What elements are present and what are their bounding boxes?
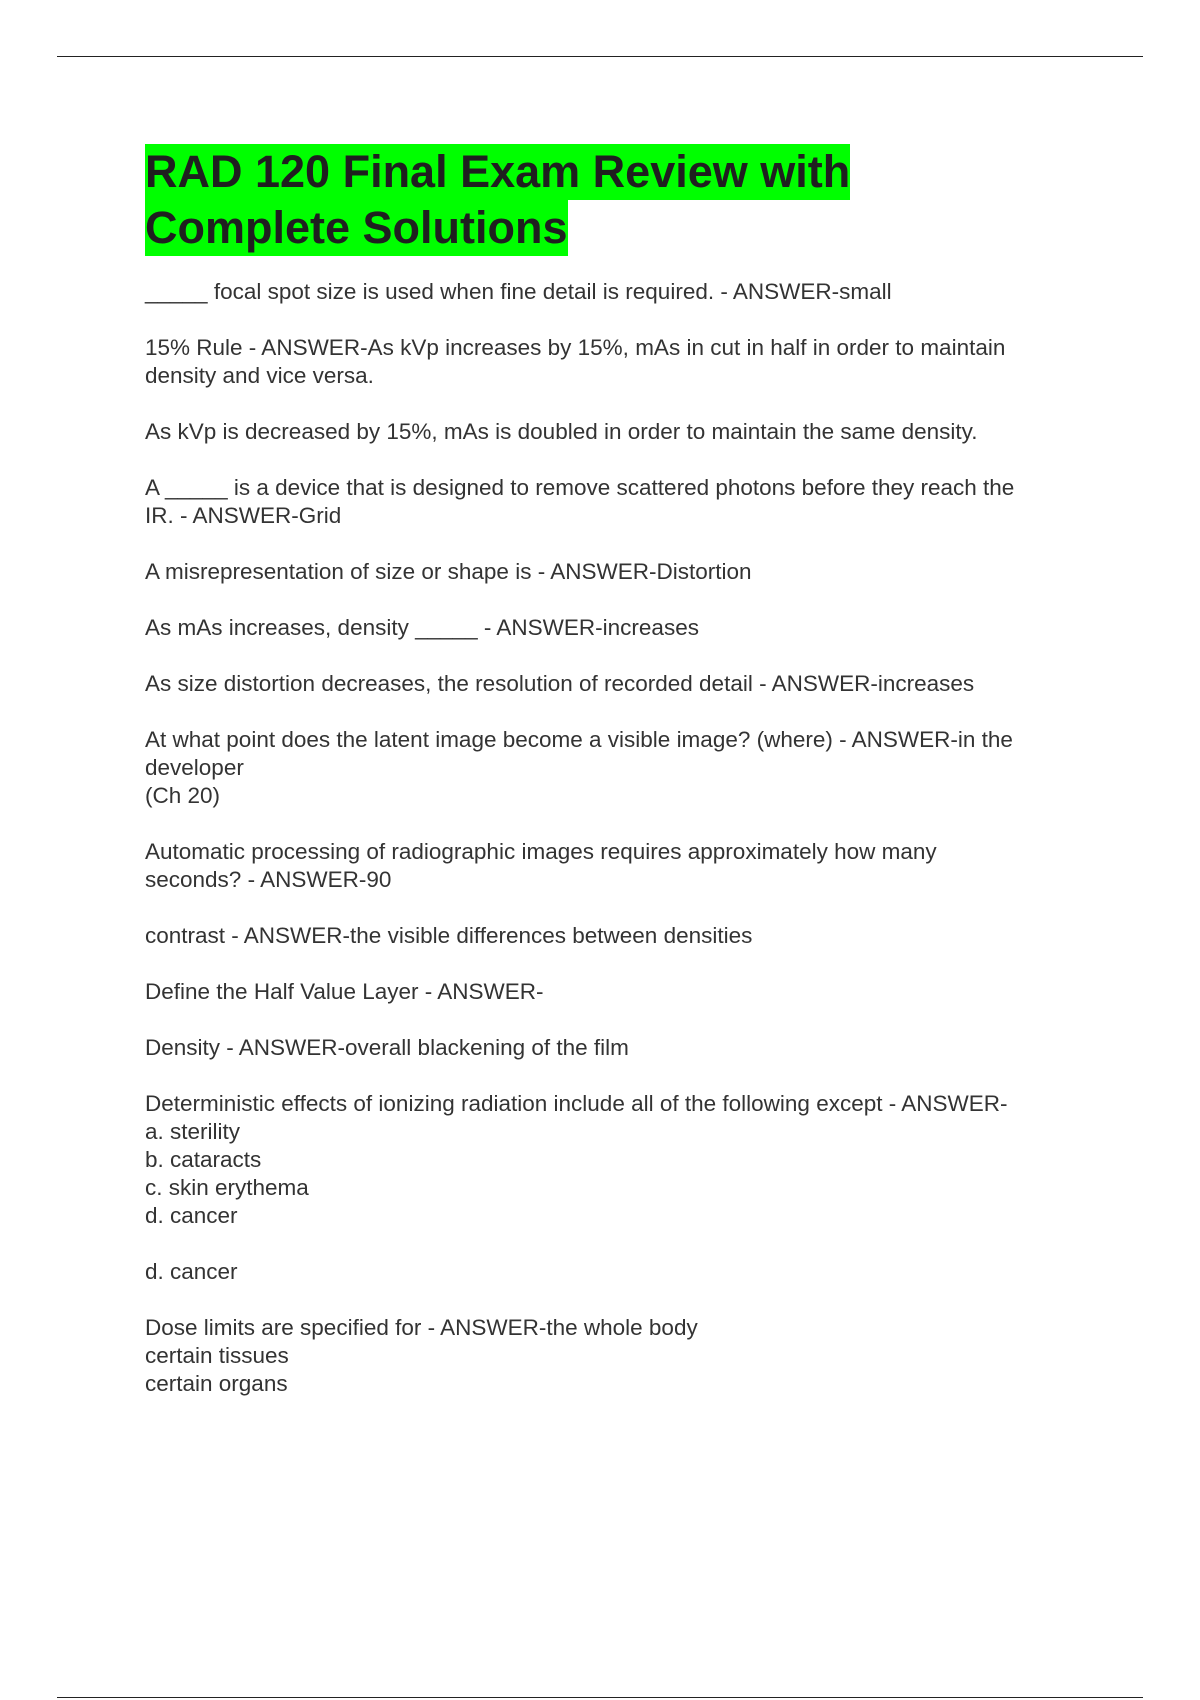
qa-entry [145, 474, 1085, 530]
qa-entry-line: b. cataracts [145, 1147, 262, 1172]
document-title [145, 144, 1085, 256]
document-page [145, 144, 1085, 1426]
bottom-rule [57, 1697, 1143, 1698]
qa-entry [145, 558, 1085, 586]
qa-entry [145, 1034, 1085, 1062]
qa-entry-line: As mAs increases, density _____ - ANSWER-increases [145, 615, 699, 640]
qa-entry-line: density and vice versa. [145, 363, 374, 388]
qa-entry [145, 1258, 1085, 1286]
qa-entry-line: As size distortion decreases, the resolution of recorded detail - ANSWER-increases [145, 671, 975, 696]
qa-entry-line: certain organs [145, 1371, 288, 1396]
qa-entry [145, 1314, 1085, 1398]
qa-entry [145, 614, 1085, 642]
qa-entry-line: Automatic processing of radiographic images requires approximately how many [145, 839, 937, 864]
qa-entry-line: a. sterility [145, 1119, 241, 1144]
qa-entry [145, 334, 1085, 390]
qa-entry-line: Density - ANSWER-overall blackening of the film [145, 1035, 629, 1060]
qa-entry-line: IR. - ANSWER-Grid [145, 503, 342, 528]
qa-entry-line: Dose limits are specified for - ANSWER-the whole body [145, 1315, 698, 1340]
title-line-1: RAD 120 Final Exam Review with [145, 144, 850, 200]
qa-entry-line: 15% Rule - ANSWER-As kVp increases by 15%, mAs in cut in half in order to maintain [145, 335, 1006, 360]
qa-entry-line: A misrepresentation of size or shape is - ANSWER-Distortion [145, 559, 752, 584]
qa-entry-line: developer [145, 755, 244, 780]
qa-entry-line: d. cancer [145, 1203, 238, 1228]
qa-entry [145, 670, 1085, 698]
qa-entry-line: d. cancer [145, 1259, 238, 1284]
qa-entry [145, 726, 1085, 810]
qa-entry [145, 838, 1085, 894]
qa-entry [145, 978, 1085, 1006]
top-rule [57, 56, 1143, 57]
qa-entry [145, 278, 1085, 306]
title-line-2: Complete Solutions [145, 200, 568, 256]
qa-entry-line: certain tissues [145, 1343, 289, 1368]
qa-entry-line: (Ch 20) [145, 783, 221, 808]
qa-entry-line: _____ focal spot size is used when fine detail is required. - ANSWER-small [145, 279, 892, 304]
qa-entry-line: At what point does the latent image become a visible image? (where) - ANSWER-in the [145, 727, 1013, 752]
qa-entry-line: As kVp is decreased by 15%, mAs is doubled in order to maintain the same density. [145, 419, 978, 444]
qa-entry [145, 922, 1085, 950]
qa-entry [145, 418, 1085, 446]
qa-list [145, 278, 1085, 1398]
qa-entry-line: c. skin erythema [145, 1175, 309, 1200]
qa-entry-line: contrast - ANSWER-the visible differences between densities [145, 923, 753, 948]
qa-entry-line: Deterministic effects of ionizing radiation include all of the following except - ANSWER- [145, 1091, 1008, 1116]
qa-entry-line: Define the Half Value Layer - ANSWER- [145, 979, 544, 1004]
qa-entry-line: seconds? - ANSWER-90 [145, 867, 392, 892]
qa-entry-line: A _____ is a device that is designed to remove scattered photons before they reach the [145, 475, 1015, 500]
qa-entry [145, 1090, 1085, 1230]
